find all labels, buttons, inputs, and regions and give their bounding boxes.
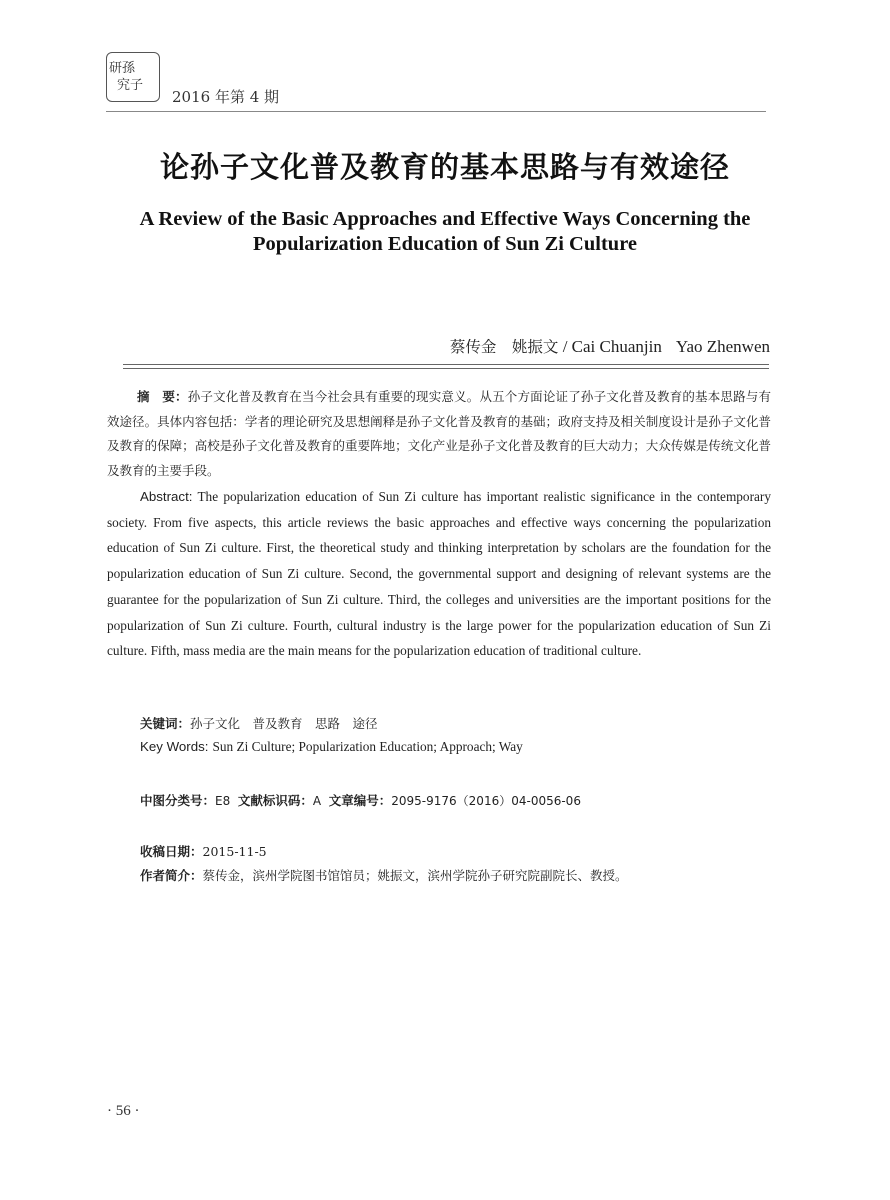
- keywords-english: [140, 739, 780, 755]
- logo-line-2: 究子: [117, 78, 144, 93]
- title-chinese: 论孙子文化普及教育的基本思路与有效途径: [159, 150, 730, 184]
- title-english-line-2: Popularization Education of Sun Zi Culture: [252, 233, 638, 255]
- author-english-1: Cai Chuanjin: [571, 337, 662, 356]
- author-bio-text: 蔡传金，滨州学院图书馆馆员；姚振文，滨州学院孙子研究院副院长、教授。: [202, 868, 628, 883]
- abstract-english: [107, 484, 771, 664]
- keywords-chinese: [140, 714, 780, 732]
- abstract-chinese: [107, 385, 771, 483]
- page-number: · 56 ·: [107, 1103, 140, 1119]
- abstract-chinese-label: 摘 要：: [137, 389, 188, 404]
- abstract-english-text: The popularization education of Sun Zi culture has important realistic significance in the contemporary society. From five aspects, this article reviews the basic approaches and effective ways concerning the popularization education of Sun Zi culture. First, the theoretical study and thinking interpretation by scholars are the foundation for the popularization education of Sun Zi culture. Second, the governmental support and designing of relevant systems are the guarantee for the popularization of Sun Zi culture. Third, the colleges and universities are the important positions for the popularization of Sun Zi culture. Fourth, cultural industry is the large power for the popularization education of Sun Zi culture. Fifth, mass media are the main means for the popularization education of traditional culture.: [107, 489, 771, 659]
- classification-line: [140, 791, 780, 809]
- doc-code-value: A: [312, 794, 322, 808]
- logo-line-1: 研孫: [109, 61, 136, 76]
- doc-code-label: 文献标识码：: [237, 793, 313, 808]
- received-label: 收稿日期：: [140, 844, 203, 859]
- clc-label: 中图分类号：: [140, 793, 216, 808]
- author-english-2: Yao Zhenwen: [675, 337, 770, 356]
- keywords-chinese-text: 孙子文化 普及教育 思路 途径: [190, 716, 378, 731]
- keywords-english-text: Sun Zi Culture; Popularization Education; Approach; Way: [212, 739, 523, 754]
- authors-chinese: 蔡传金 姚振文: [449, 338, 559, 356]
- author-rule-top: [123, 364, 769, 365]
- article-number-value: 2095-9176（2016）04-0056-06: [391, 794, 581, 808]
- author-separator: /: [562, 337, 568, 356]
- article-number-label: 文章编号：: [328, 793, 392, 808]
- author-bio-label: 作者简介：: [140, 868, 203, 883]
- author-line: [450, 335, 770, 357]
- received-value: 2015-11-5: [202, 844, 267, 859]
- issue-label: 2016 年第 4 期: [172, 88, 280, 106]
- header-divider: [106, 111, 766, 112]
- keywords-chinese-label: 关键词：: [140, 716, 191, 731]
- title-english: [100, 207, 790, 257]
- keywords-english-label: Key Words:: [140, 739, 209, 754]
- abstract-english-label: Abstract:: [140, 489, 193, 504]
- title-english-line-1: A Review of the Basic Approaches and Effective Ways Concerning the: [139, 208, 751, 230]
- journal-logo: [106, 52, 160, 102]
- author-rule-bottom: [123, 368, 769, 369]
- clc-value: E8: [215, 794, 231, 808]
- received-date: [140, 842, 780, 860]
- abstract-chinese-text: 孙子文化普及教育在当今社会具有重要的现实意义。从五个方面论证了孙子文化普及教育的基本思路与有效途径。具体内容包括：学者的理论研究及思想阐释是孙子文化普及教育的基础；政府支持及相关制度设计是孙子文化普及教育的保障；高校是孙子文化普及教育的重要阵地；文化产业是孙子文化普及教育的巨大动力；大众传媒是传统文化普及教育的主要手段。: [107, 389, 771, 478]
- author-bio: [140, 866, 780, 884]
